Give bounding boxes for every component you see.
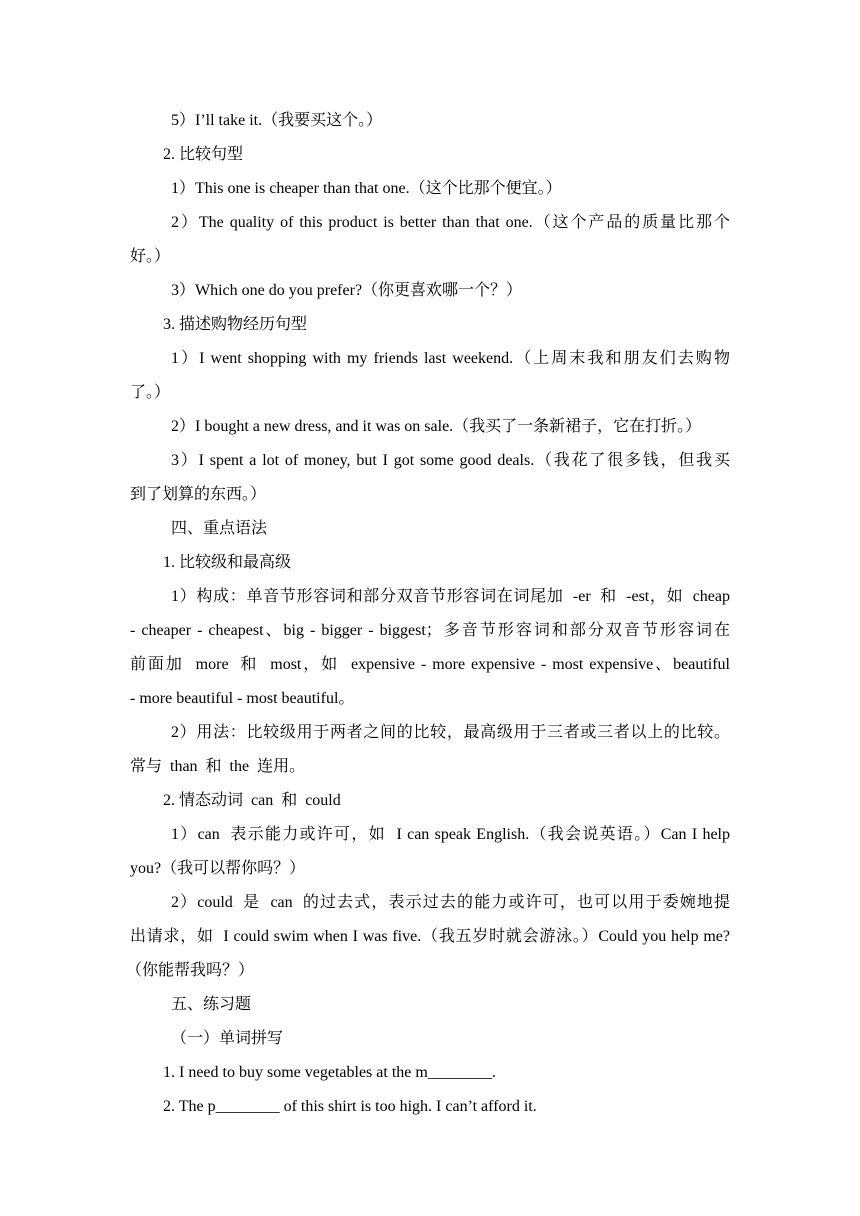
section-heading-sentence-comparison: 2. 比较句型 <box>163 146 244 163</box>
exercise-item-2: 2. The p________ of this shirt is too high. I can’t afford it. <box>163 1098 537 1115</box>
section-heading-shopping-experience: 3. 描述购物经历句型 <box>163 316 308 333</box>
text-line-12: 到了划算的东西。） <box>130 486 267 503</box>
text-line-23: you?（我可以帮你吗？） <box>130 860 306 877</box>
section-heading-grammar: 四、重点语法 <box>171 520 268 537</box>
text-line-24: 2）could 是 can 的过去式，表示过去的能力或许可，也可以用于委婉地提 <box>171 894 730 911</box>
text-line-19: 2）用法：比较级用于两者之间的比较，最高级用于三者或三者以上的比较。 <box>171 724 730 741</box>
text-line-4: 2）The quality of this product is better than that one.（这个产品的质量比那个 <box>171 214 730 231</box>
text-line-6: 3）Which one do you prefer?（你更喜欢哪一个？） <box>171 282 523 299</box>
subheading-spelling: （一）单词拼写 <box>171 1030 284 1047</box>
section-heading-exercises: 五、练习题 <box>171 996 252 1013</box>
text-line-22: 1）can 表示能力或许可，如 I can speak English.（我会说英语。）Can I help <box>171 826 730 843</box>
text-line-1: 5）I’ll take it.（我要买这个。） <box>171 112 383 129</box>
text-line-18: - more beautiful - most beautiful。 <box>130 690 355 707</box>
text-line-16: - cheaper - cheapest、big - bigger - biggest；多音节形容词和部分双音节形容词在 <box>130 622 730 639</box>
text-line-26: （你能帮我吗？） <box>126 962 255 979</box>
subheading-comparatives: 1. 比较级和最高级 <box>163 554 292 571</box>
text-line-5: 好。） <box>130 248 171 265</box>
subheading-modal-verbs: 2. 情态动词 can 和 could <box>163 792 341 809</box>
text-line-11: 3）I spent a lot of money, but I got some good deals.（我花了很多钱，但我买 <box>171 452 730 469</box>
text-line-10: 2）I bought a new dress, and it was on sale.（我买了一条新裙子，它在打折。） <box>171 418 702 435</box>
text-line-17: 前面加 more 和 most，如 expensive - more expensive - most expensive、beautiful <box>130 656 730 673</box>
text-line-9: 了。） <box>130 384 171 401</box>
text-line-15: 1）构成：单音节形容词和部分双音节形容词在词尾加 -er 和 -est，如 cheap <box>171 588 730 605</box>
text-line-25: 出请求，如 I could swim when I was five.（我五岁时就会游泳。）Could you help me? <box>130 928 730 945</box>
text-line-3: 1）This one is cheaper than that one.（这个比那个便宜。） <box>171 180 562 197</box>
text-line-20: 常与 than 和 the 连用。 <box>130 758 306 775</box>
text-line-8: 1）I went shopping with my friends last weekend.（上周末我和朋友们去购物 <box>171 350 730 367</box>
exercise-item-1: 1. I need to buy some vegetables at the m________. <box>163 1064 496 1081</box>
